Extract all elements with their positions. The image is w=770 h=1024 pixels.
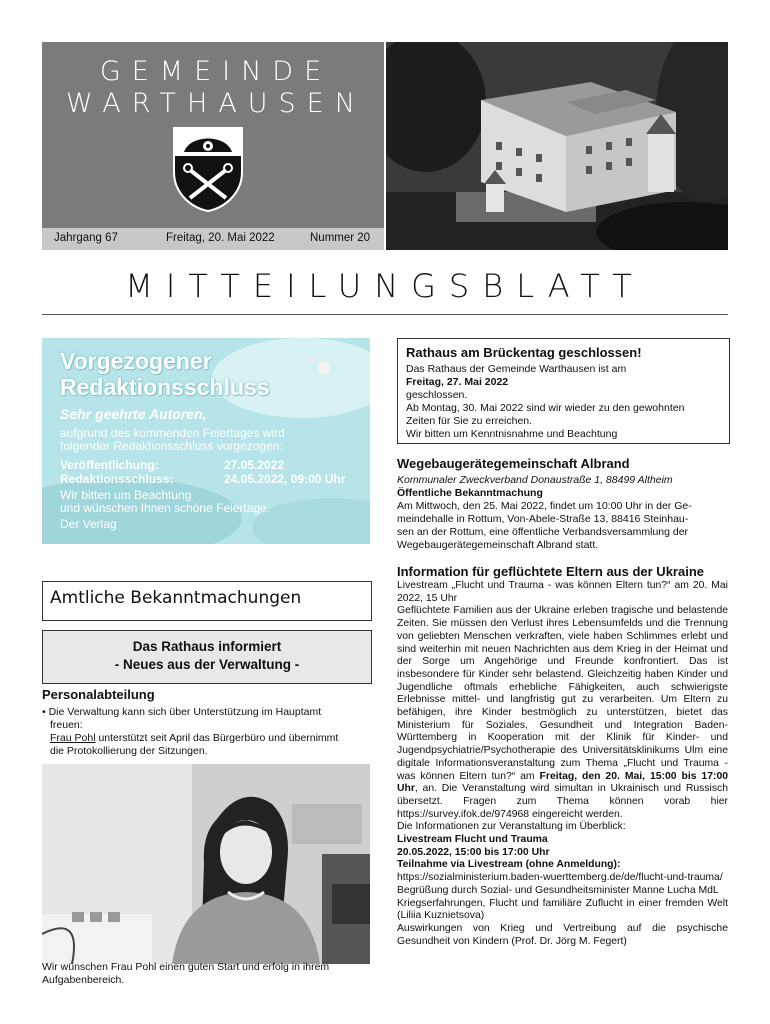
notice-publication-label: Veröffentlichung: <box>60 458 159 472</box>
townhall-title: Rathaus am Brückentag geschlossen! <box>406 345 642 360</box>
townhall-line-6: Wir bitten um Kenntnisnahme und Beachtung <box>406 428 618 440</box>
ukraine-para-1: Livestream „Flucht und Trauma - was können Eltern tun?“ am 20. Mai 2022, 15 Uhr <box>397 580 728 604</box>
townhall-line-4: Ab Montag, 30. Mai 2022 sind wir wieder zu den gewohnten <box>406 402 685 414</box>
issue-number: Nummer 20 <box>310 232 371 244</box>
masthead-title: MITTEILUNGSBLATT <box>125 267 645 305</box>
wege-line-3: Am Mittwoch, den 25. Mai 2022, findet um 10:00 Uhr in der Ge- <box>397 500 692 512</box>
ukraine-para-8: Begrüßung durch Sozial- und Gesundheitsminister Manne Lucha MdL <box>397 884 719 896</box>
townhall-line-3: geschlossen. <box>406 389 468 401</box>
ukraine-para-4: Livestream Flucht und Trauma <box>397 834 548 846</box>
notice-publication-date: 27.05.2022 <box>224 458 285 472</box>
wege-line-4: meindehalle in Rottum, Von-Abele-Straße 13, 88416 Steinhau- <box>397 513 689 525</box>
municipality-line1: GEMEINDE <box>99 56 333 87</box>
wege-text <box>397 474 728 552</box>
castle-photo <box>386 42 728 250</box>
caption-line-2: Aufgabenbereich. <box>42 974 125 986</box>
notice-deadline-label: Redaktionsschluss: <box>60 472 174 486</box>
ukraine-para-10: Auswirkungen von Krieg und Vertreibung auf die psychische Gesundheit von Kindern (Prof. Dr. Jörg M. Fegert) <box>397 922 728 947</box>
personnel-line-4: die Protokollierung der Sitzungen. <box>50 745 208 757</box>
notice-closing-2: und wünschen Ihnen schöne Feiertage. <box>60 501 271 515</box>
wege-title: Wegebaugerätegemeinschaft Albrand <box>397 456 630 471</box>
ukraine-para-2 <box>397 605 728 821</box>
townhall-text <box>406 363 724 441</box>
notice-line-1: aufgrund des kommenden Feiertages wird <box>60 426 285 440</box>
notice-signature: Der Verlag <box>60 517 117 531</box>
townhall-line-5: Zeiten für Sie zu erreichen. <box>406 415 533 427</box>
wege-line-1: Kommunaler Zweckverband Donaustraße 1, 88499 Altheim <box>397 474 673 486</box>
ukraine-title: Information für geflüchtete Eltern aus der Ukraine <box>397 564 704 579</box>
notice-line-2: folgender Redaktionsschluss vorgezogen: <box>60 439 283 453</box>
municipality-line2: WARTHAUSEN <box>66 88 366 119</box>
issue-info-bar <box>42 228 384 250</box>
ukraine-para-2-a: Geflüchtete Familien aus der Ukraine erleben tragische und belastende Zeiten. Sie müssen den Verlust ihres Lebensumfelds und die Trennung von geliebten Menschen verkraften, viele haben Schlimmes erlebt und sind weiterhin mit neuen Nachrichten aus dem Krieg in der Heimat und der Sorge um Angehörige und Freunde konfrontiert. Das ist insbesondere für Kinder sehr belastend. Gleichzeitig haben Kinder und Jugendliche oftmals erhebliche Fähigkeiten, auch schwierigste Erlebnisse mittel- und langfristig gut zu verarbeiten. Um Eltern zu befähigen, ihre Kinder bestmöglich zu unterstützen, bietet das Ministerium für Soziales, Gesundheit und Integration Baden-Württemberg in Kooperation mit der Klinik für Kinder- und Jugendpsychiatrie/Psychotherapie des Universitätsklinikums Ulm eine digitale Informationsveranstaltung zum Thema „Flucht und Trauma - was können Eltern tun?“ am <box>397 605 728 782</box>
personnel-line-3 <box>42 732 370 745</box>
wege-line-5: sen an der Rottum, eine öffentliche Verbandsversammlung der <box>397 526 689 538</box>
notice-deadline-date: 24.05.2022, 09:00 Uhr <box>224 472 346 486</box>
notice-closing-1: Wir bitten um Beachtung <box>60 488 192 502</box>
ukraine-para-2-b: Freitag, den 20. Mai, 15:00 bis 17:00 Uhr <box>397 770 729 795</box>
wege-line-2: Öffentliche Bekanntmachung <box>397 487 543 499</box>
ukraine-link[interactable]: https://sozialministerium.baden-wuerttemberg.de/de/flucht-und-trauma/ <box>397 872 723 884</box>
deadline-notice <box>42 338 370 544</box>
personnel-heading: Personalabteilung <box>42 687 155 702</box>
personnel-line-2: freuen: <box>50 719 83 731</box>
section-title: Amtliche Bekanntmachungen <box>50 588 302 608</box>
ukraine-para-2-c: , an. Die Veranstaltung wird simultan in Ukrainisch und Russisch übersetzt. Fragen zum Thema können vorab hier https://survey.ifok.de/974968 eingereicht werden. <box>397 783 728 820</box>
volume-label: Jahrgang 67 <box>54 232 118 244</box>
ukraine-para-9: Kriegserfahrungen, Flucht und familiäre Zuflucht in einer fremden Welt (Liliia Kuznietsova) <box>397 897 728 922</box>
ukraine-para-3: Die Informationen zur Veranstaltung im Überblick: <box>397 821 626 833</box>
issue-date: Freitag, 20. Mai 2022 <box>166 232 275 244</box>
employee-photo <box>42 764 370 964</box>
personnel-line-1: • Die Verwaltung kann sich über Unterstützung im Hauptamt <box>42 706 322 718</box>
notice-greeting: Sehr geehrte Autoren, <box>60 406 207 422</box>
notice-heading-1: Vorgezogener <box>60 348 212 374</box>
notice-heading-2: Redaktionsschluss <box>60 374 270 400</box>
photo-caption <box>42 961 370 987</box>
coat-of-arms-icon <box>172 126 244 212</box>
caption-line-1: Wir wünschen Frau Pohl einen guten Start und erfolg in ihrem <box>42 961 330 973</box>
ukraine-text <box>397 580 728 948</box>
townhall-line-2: Freitag, 27. Mai 2022 <box>406 376 509 388</box>
wege-line-6: Wegebaugerätegemeinschaft Albrand statt. <box>397 539 599 551</box>
info-box <box>42 630 372 684</box>
townhall-line-1: Das Rathaus der Gemeinde Warthausen ist am <box>406 363 627 375</box>
personnel-line-3-rest: unterstützt seit April das Bürgerbüro und übernimmt <box>95 732 339 744</box>
ukraine-para-5: 20.05.2022, 15:00 bis 17:00 Uhr <box>397 846 550 858</box>
personnel-text <box>42 706 370 758</box>
employee-name: Frau Pohl <box>50 732 96 744</box>
ukraine-para-6: Teilnahme via Livestream (ohne Anmeldung): <box>397 859 621 871</box>
info-box-line-2: - Neues aus der Verwaltung - <box>114 657 300 672</box>
masthead-rule <box>42 314 728 315</box>
info-box-line-1: Das Rathaus informiert <box>132 639 282 654</box>
townhall-closed-box <box>397 338 730 444</box>
